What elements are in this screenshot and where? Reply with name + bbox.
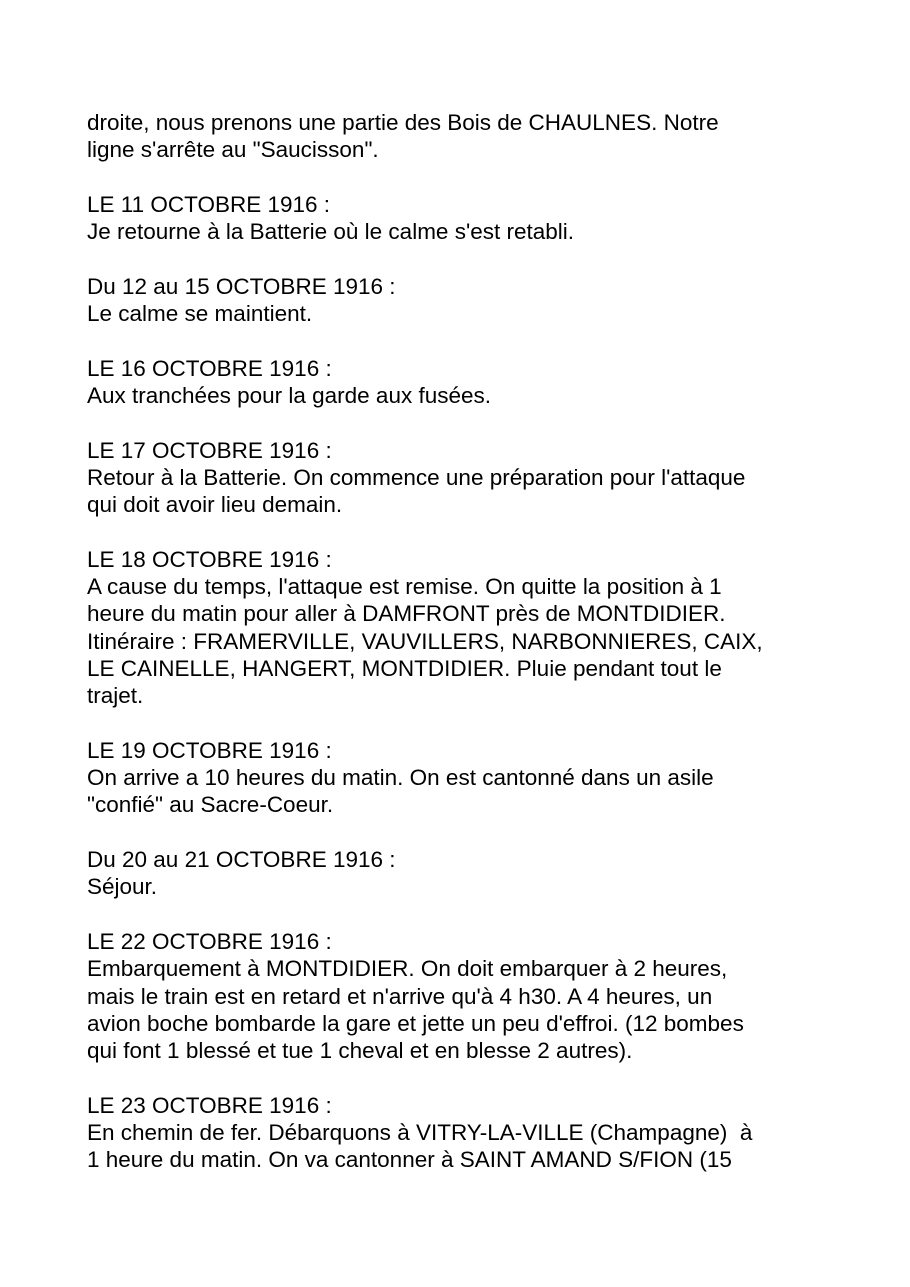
text-line: qui doit avoir lieu demain.	[87, 492, 343, 518]
text-line: ligne s'arrête au "Saucisson".	[87, 137, 379, 163]
entry-18-octobre	[87, 546, 847, 710]
document-page	[87, 109, 847, 1201]
text-line: Embarquement à MONTDIDIER. On doit embarquer à 2 heures,	[87, 956, 728, 982]
text-line: avion boche bombarde la gare et jette un peu d'effroi. (12 bombes	[87, 1010, 744, 1036]
entry-19-octobre	[87, 737, 847, 819]
entry-date-heading: LE 18 OCTOBRE 1916 :	[87, 546, 332, 572]
entry-17-octobre	[87, 437, 847, 519]
text-line: Je retourne à la Batterie où le calme s'est retabli.	[87, 219, 575, 245]
entry-20-21-octobre	[87, 846, 847, 901]
text-line: En chemin de fer. Débarquons à VITRY-LA-VILLE (Champagne) à	[87, 1119, 753, 1145]
text-line: Retour à la Batterie. On commence une préparation pour l'attaque	[87, 464, 746, 490]
entry-22-octobre	[87, 928, 847, 1064]
entry-date-heading: LE 17 OCTOBRE 1916 :	[87, 437, 332, 463]
entry-11-octobre	[87, 191, 847, 246]
entry-date-heading: LE 23 OCTOBRE 1916 :	[87, 1092, 332, 1118]
entry-date-heading: Du 12 au 15 OCTOBRE 1916 :	[87, 273, 396, 299]
text-line: "confié" au Sacre-Coeur.	[87, 792, 334, 818]
text-line: Itinéraire : FRAMERVILLE, VAUVILLERS, NARBONNIERES, CAIX,	[87, 628, 763, 654]
entry-23-octobre	[87, 1092, 847, 1174]
text-line: LE CAINELLE, HANGERT, MONTDIDIER. Pluie pendant tout le	[87, 655, 722, 681]
text-line: 1 heure du matin. On va cantonner à SAINT AMAND S/FION (15	[87, 1147, 732, 1173]
text-line: droite, nous prenons une partie des Bois de CHAULNES. Notre	[87, 110, 719, 135]
text-line: Aux tranchées pour la garde aux fusées.	[87, 382, 492, 408]
entry-date-heading: LE 22 OCTOBRE 1916 :	[87, 928, 332, 954]
text-line: Séjour.	[87, 874, 158, 900]
text-line: A cause du temps, l'attaque est remise. On quitte la position à 1	[87, 574, 722, 600]
text-line: trajet.	[87, 683, 144, 709]
entry-date-heading: LE 11 OCTOBRE 1916 :	[87, 191, 331, 217]
text-line: Le calme se maintient.	[87, 301, 313, 327]
entry-12-15-octobre	[87, 273, 847, 328]
text-line: mais le train est en retard et n'arrive qu'à 4 h30. A 4 heures, un	[87, 983, 713, 1009]
paragraph-chaulnes	[87, 109, 847, 164]
entry-date-heading: Du 20 au 21 OCTOBRE 1916 :	[87, 847, 396, 873]
text-line: On arrive a 10 heures du matin. On est cantonné dans un asile	[87, 765, 714, 791]
text-line: qui font 1 blessé et tue 1 cheval et en blesse 2 autres).	[87, 1038, 633, 1064]
entry-date-heading: LE 16 OCTOBRE 1916 :	[87, 355, 332, 381]
text-line: heure du matin pour aller à DAMFRONT près de MONTDIDIER.	[87, 601, 726, 627]
entry-date-heading: LE 19 OCTOBRE 1916 :	[87, 737, 332, 763]
entry-16-octobre	[87, 355, 847, 410]
